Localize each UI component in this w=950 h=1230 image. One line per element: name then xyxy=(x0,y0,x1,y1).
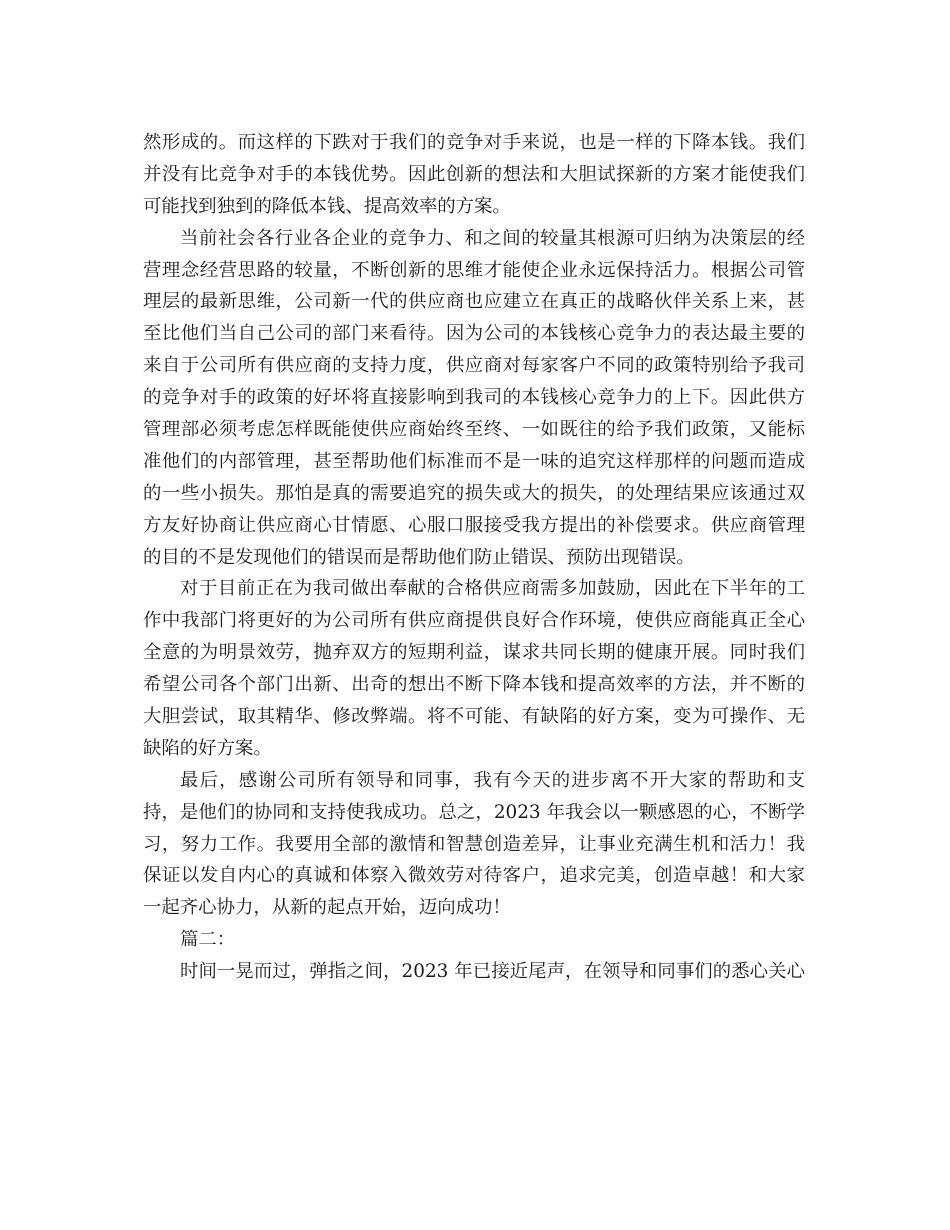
text-line: 一起齐心协力，从新的起点开始，迈向成功！ xyxy=(143,897,511,919)
text-line: 至比他们当自己公司的部门来看待。因为公司的本钱核心竞争力的表达最主要的 xyxy=(143,323,805,345)
text-line: 希望公司各个部门出新、出奇的想出不断下降本钱和提高效率的方法，并不断的 xyxy=(143,674,805,696)
text-line: 准他们的内部管理，甚至帮助他们标准而不是一味的追究这样那样的问题而造成 xyxy=(143,450,805,472)
paragraph-first-line: 当前社会各行业各企业的竞争力、和之间的较量其根源可归纳为决策层的经 xyxy=(180,227,805,249)
text-line: 方友好协商让供应商心甘情愿、心服口服接受我方提出的补偿要求。供应商管理 xyxy=(143,514,805,536)
text-line: 习，努力工作。我要用全部的激情和智慧创造差异，让事业充满生机和活力！我 xyxy=(143,833,805,855)
text-line: 持，是他们的协同和支持使我成功。总之，2023 年我会以一颗感恩的心，不断学 xyxy=(143,801,805,823)
paragraph-first-line: 最后，感谢公司所有领导和同事，我有今天的进步离不开大家的帮助和支 xyxy=(180,769,805,791)
text-line: 保证以发自内心的真诚和体察入微效劳对待客户，追求完美，创造卓越！和大家 xyxy=(143,865,805,887)
text-line: 营理念经营思路的较量，不断创新的思维才能使企业永远保持活力。根据公司管 xyxy=(143,259,805,281)
text-line: 全意的为明景效劳，抛弃双方的短期利益，谋求共同长期的健康开展。同时我们 xyxy=(143,642,805,664)
text-line: 理层的最新思维，公司新一代的供应商也应建立在真正的战略伙伴关系上来，甚 xyxy=(143,291,805,313)
text-line: 的一些小损失。那怕是真的需要追究的损失或大的损失，的处理结果应该通过双 xyxy=(143,482,805,504)
text-line: 可能找到独到的降低本钱、提高效率的方案。 xyxy=(143,195,511,217)
text-line: 大胆尝试，取其精华、修改弊端。将不可能、有缺陷的好方案，变为可操作、无 xyxy=(143,706,805,728)
text-line: 作中我部门将更好的为公司所有供应商提供良好合作环境，使供应商能真正全心 xyxy=(143,610,805,632)
text-line: 的目的不是发现他们的错误而是帮助他们防止错误、预防出现错误。 xyxy=(143,546,695,568)
text-line: 缺陷的好方案。 xyxy=(143,737,272,759)
text-line: 然形成的。而这样的下跌对于我们的竞争对手来说，也是一样的下降本钱。我们 xyxy=(143,132,805,153)
paragraph-first-line: 时间一晃而过，弹指之间，2023 年已接近尾声，在领导和同事们的悉心关心 xyxy=(180,961,805,983)
text-line: 的竞争对手的政策的好坏将直接影响到我司的本钱核心竞争力的上下。因此供方 xyxy=(143,387,805,409)
section-heading: 篇二： xyxy=(180,929,236,951)
text-line: 管理部必须考虑怎样既能使供应商始终至终、一如既往的给予我们政策，又能标 xyxy=(143,419,805,441)
text-line: 来自于公司所有供应商的支持力度，供应商对每家客户不同的政策特别给予我司 xyxy=(143,355,805,377)
document-body xyxy=(143,127,805,988)
paragraph-first-line: 对于目前正在为我司做出奉献的合格供应商需多加鼓励，因此在下半年的工 xyxy=(180,578,805,600)
text-line: 并没有比竞争对手的本钱优势。因此创新的想法和大胆试探新的方案才能使我们 xyxy=(143,163,805,185)
